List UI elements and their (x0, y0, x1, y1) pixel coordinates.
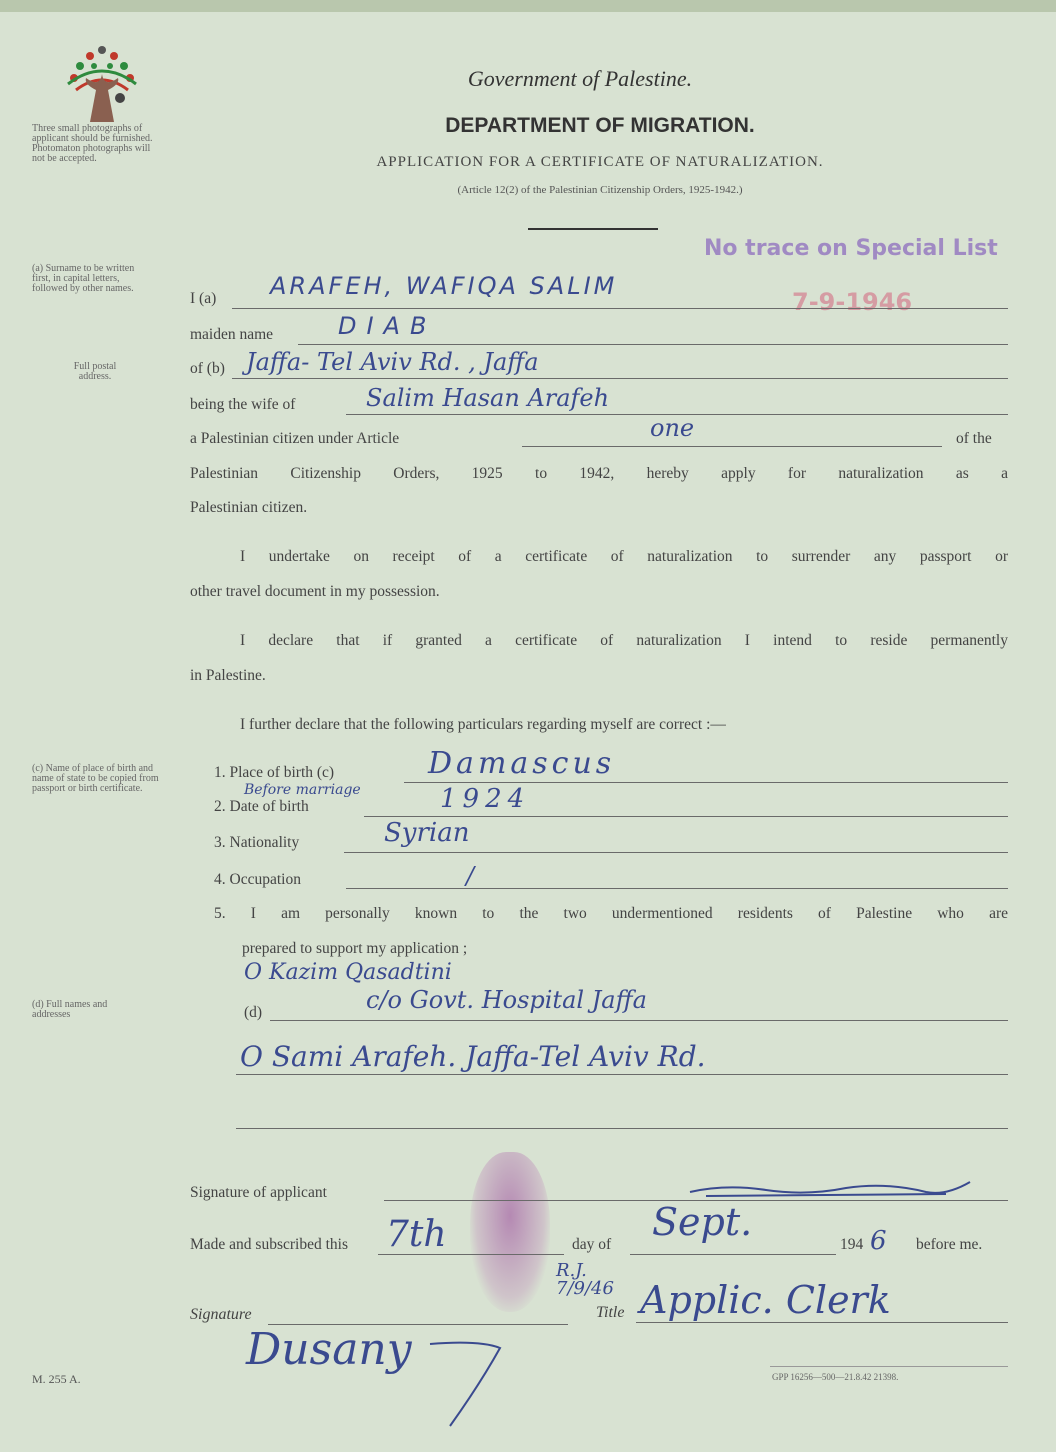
article-handwritten: one (650, 414, 695, 442)
official-signature-stroke (420, 1334, 520, 1434)
article-line (522, 446, 942, 447)
item-referees: 5. I am personally known to the two undermentioned residents of Palestine who are (214, 905, 1008, 922)
item-referees-cont: prepared to support my application ; (242, 940, 468, 957)
husband-handwritten: Salim Hasan Arafeh (366, 384, 610, 412)
occupation-line (346, 888, 1008, 889)
month-handwritten: Sept. (652, 1200, 753, 1244)
nationality-handwritten: Syrian (384, 818, 470, 848)
year-suffix-handwritten: 6 (870, 1226, 887, 1256)
title-line (636, 1322, 1008, 1323)
referee-2-line (236, 1074, 1008, 1075)
occupation-handwritten: / (466, 862, 475, 890)
before-marriage-handwritten: Before marriage (244, 782, 361, 798)
label-wife-of: being the wife of (190, 396, 296, 413)
month-line (630, 1254, 836, 1255)
referee-1-name-handwritten: O Kazim Qasadtini (244, 960, 452, 985)
day-handwritten: 7th (386, 1214, 447, 1255)
label-year-prefix: 194 (840, 1236, 864, 1253)
official-signature-handwritten: Dusany (246, 1324, 412, 1375)
nationality-line (344, 852, 1008, 853)
printer-code: GPP 16256—500—21.8.42 21398. (772, 1372, 899, 1382)
label-of-the: of the (956, 430, 992, 447)
label-i-a: I (a) (190, 290, 217, 307)
top-band (0, 0, 1056, 12)
birth-place-line (404, 782, 1008, 783)
maiden-name-handwritten: DIAB (338, 312, 437, 340)
label-made-subscribed: Made and subscribed this (190, 1236, 348, 1253)
item-nationality: 3. Nationality (214, 834, 300, 851)
birth-place-handwritten: Damascus (428, 746, 616, 781)
label-signature-official: Signature (190, 1306, 252, 1323)
thumbprint (470, 1152, 550, 1312)
tree-logo-icon (60, 44, 144, 122)
header-divider (528, 228, 658, 230)
margin-note-photos: Three small photographs of applicant should be furnished. Photomaton photographs will not be accepted. (32, 123, 153, 164)
undertake-line-1: I undertake on receipt of a certificate of naturalization to surrender any passport or (240, 548, 1008, 565)
margin-note-referees: (d) Full names and addresses (32, 999, 108, 1020)
further-declare-text: I further declare that the following particulars regarding myself are correct :— (240, 716, 726, 733)
orders-text: Palestinian Citizenship Orders, 1925 to 1942, hereby apply for naturalization as a (190, 465, 1008, 482)
declare-line-2: in Palestine. (190, 667, 266, 684)
label-d: (d) (244, 1004, 263, 1021)
no-trace-stamp: No trace on Special List (704, 236, 998, 261)
label-day-of: day of (572, 1236, 612, 1253)
item-place-of-birth: 1. Place of birth (c) (214, 764, 335, 781)
birth-date-line (364, 816, 1008, 817)
margin-note-birth: (c) Name of place of birth and name of state to be copied from passport or birth certificate. (32, 763, 159, 794)
label-before-me: before me. (916, 1236, 983, 1253)
applicant-name-handwritten: ARAFEH, WAFIQA SALIM (270, 272, 618, 300)
margin-note-postal: Full postal address. (73, 361, 117, 382)
government-title: Government of Palestine. (467, 66, 693, 91)
label-of-b: of (b) (190, 360, 225, 377)
referee-2-handwritten: O Sami Arafeh. Jaffa-Tel Aviv Rd. (240, 1040, 706, 1073)
date-stamp: 7-9-1946 (792, 288, 913, 316)
footer-rule (770, 1366, 1008, 1367)
referee-1-address-handwritten: c/o Govt. Hospital Jaffa (366, 986, 647, 1014)
article-reference: (Article 12(2) of the Palestinian Citizenship Orders, 1925-1942.) (457, 184, 743, 196)
address-line (232, 378, 1008, 379)
form-number: M. 255 A. (32, 1372, 81, 1386)
address-handwritten: Jaffa- Tel Aviv Rd. , Jaffa (246, 348, 539, 376)
label-maiden-name: maiden name (190, 326, 274, 343)
margin-note-surname: (a) Surname to be written first, in capital letters, followed by other names. (32, 263, 135, 294)
palestinian-citizen-text: Palestinian citizen. (190, 499, 308, 516)
birth-year-handwritten: 1924 (440, 784, 531, 814)
referee-blank-line (236, 1128, 1008, 1129)
initials-handwritten: R.J. 7/9/46 (556, 1260, 614, 1299)
declare-line-1: I declare that if granted a certificate of naturalization I intend to reside permanently (240, 632, 1008, 649)
department-title: DEPARTMENT OF MIGRATION. (445, 114, 755, 137)
label-citizen-article: a Palestinian citizen under Article (190, 430, 400, 447)
referee-1-line (270, 1020, 1008, 1021)
maiden-line (298, 344, 1008, 345)
label-title: Title (596, 1304, 625, 1321)
application-title: APPLICATION FOR A CERTIFICATE OF NATURALIZATION. (376, 154, 824, 170)
undertake-line-2: other travel document in my possession. (190, 583, 440, 600)
title-handwritten: Applic. Clerk (640, 1278, 891, 1322)
name-line (232, 308, 1008, 309)
item-occupation: 4. Occupation (214, 871, 301, 888)
item-date-of-birth: 2. Date of birth (214, 798, 309, 815)
label-signature-applicant: Signature of applicant (190, 1184, 327, 1201)
